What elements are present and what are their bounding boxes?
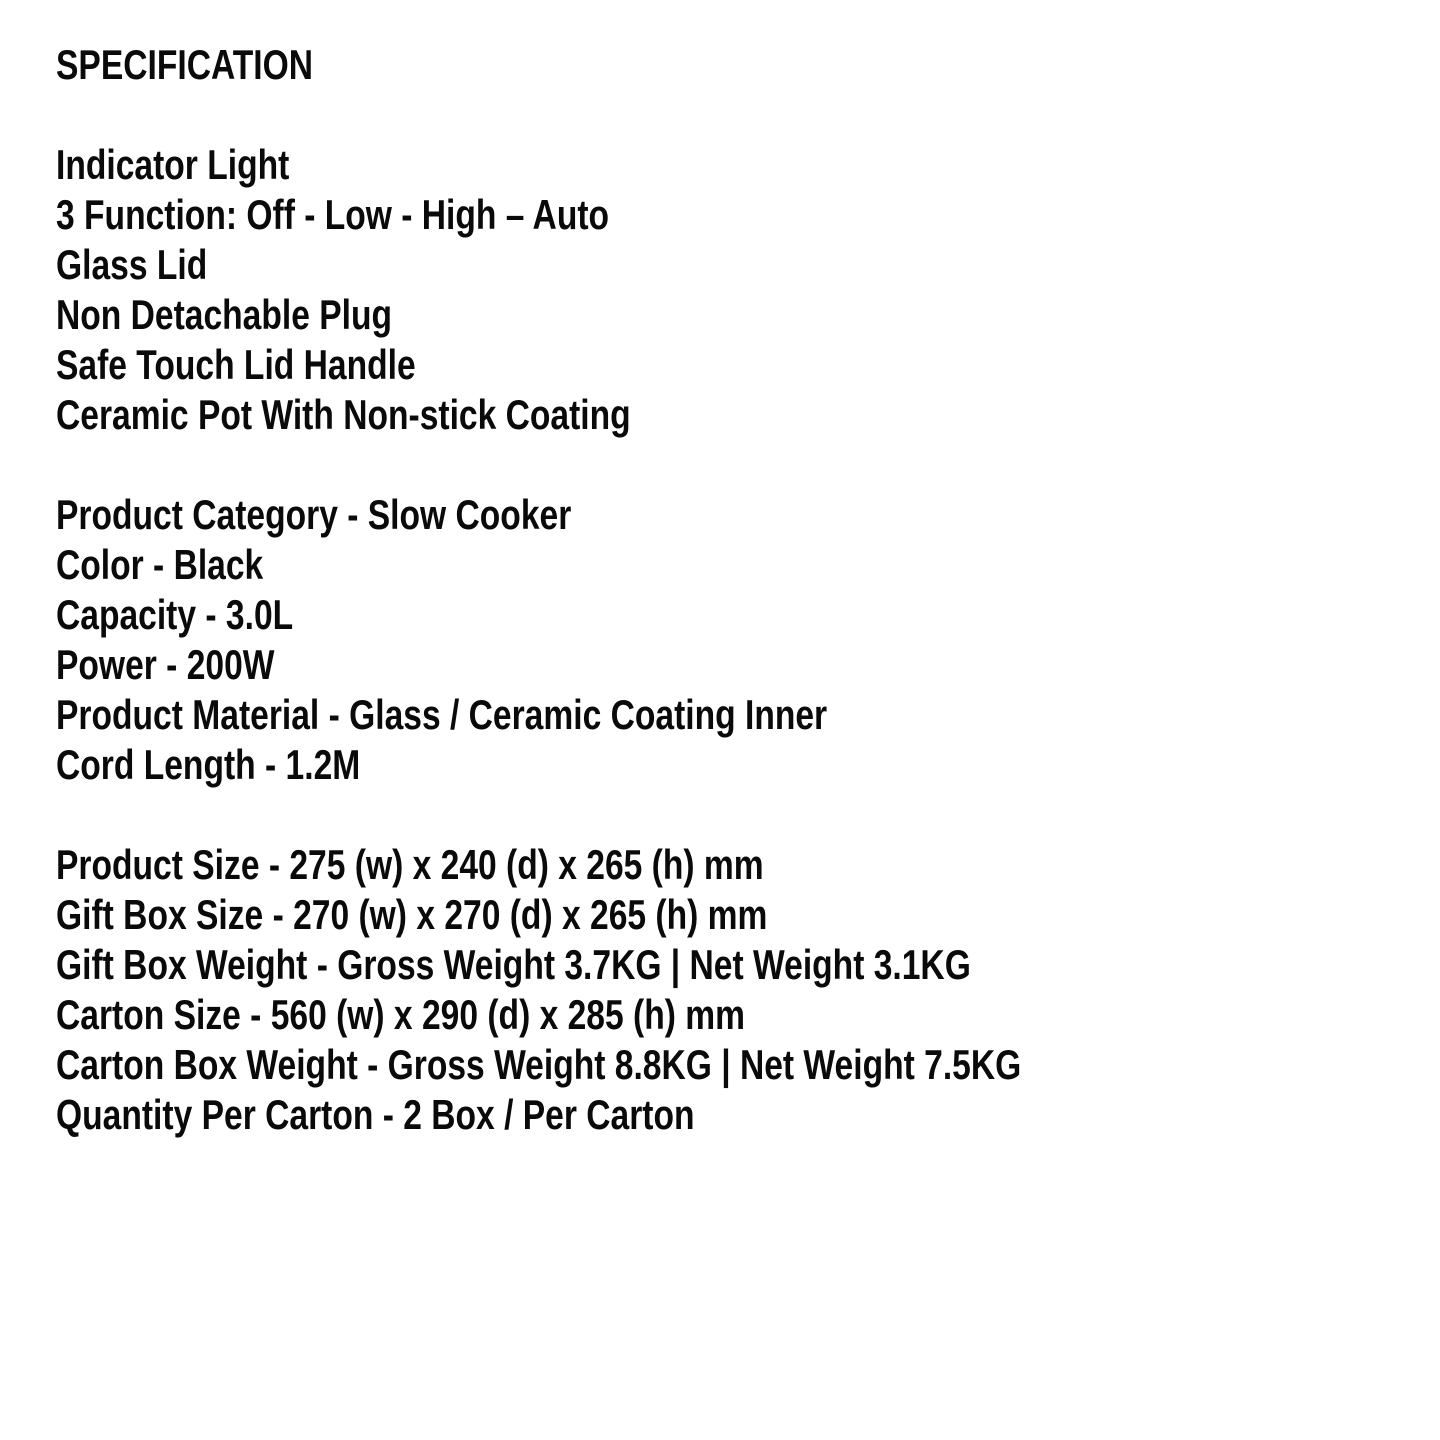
specification-content [56, 40, 1021, 1140]
attributes-section [56, 490, 1021, 790]
packaging-section [56, 840, 1021, 1140]
spec-line-feature: Glass Lid [56, 241, 208, 288]
spec-line-feature: Indicator Light [56, 141, 290, 188]
spec-line-attribute: Product Category - Slow Cooker [56, 491, 572, 538]
spec-line-packaging: Gift Box Size - 270 (w) x 270 (d) x 265 (h) mm [56, 891, 768, 938]
spec-line-attribute: Cord Length - 1.2M [56, 741, 361, 788]
spec-line-feature: Non Detachable Plug [56, 291, 393, 338]
spec-line-packaging: Gift Box Weight - Gross Weight 3.7KG | Net Weight 3.1KG [56, 941, 971, 988]
spec-line-packaging: Carton Size - 560 (w) x 290 (d) x 285 (h) mm [56, 991, 745, 1038]
spec-line-packaging: Carton Box Weight - Gross Weight 8.8KG | Net Weight 7.5KG [56, 1041, 1022, 1088]
spec-line-feature: Ceramic Pot With Non-stick Coating [56, 391, 631, 438]
spec-line-feature: 3 Function: Off - Low - High – Auto [56, 191, 610, 238]
spec-line-packaging: Quantity Per Carton - 2 Box / Per Carton [56, 1091, 695, 1138]
spec-line-feature: Safe Touch Lid Handle [56, 341, 416, 388]
page-title: SPECIFICATION [56, 41, 313, 88]
spec-line-attribute: Product Material - Glass / Ceramic Coating Inner [56, 691, 828, 738]
spec-line-attribute: Capacity - 3.0L [56, 591, 294, 638]
spec-line-packaging: Product Size - 275 (w) x 240 (d) x 265 (h) mm [56, 841, 764, 888]
spec-line-attribute: Color - Black [56, 541, 264, 588]
features-section [56, 140, 1021, 440]
spec-line-attribute: Power - 200W [56, 641, 275, 688]
